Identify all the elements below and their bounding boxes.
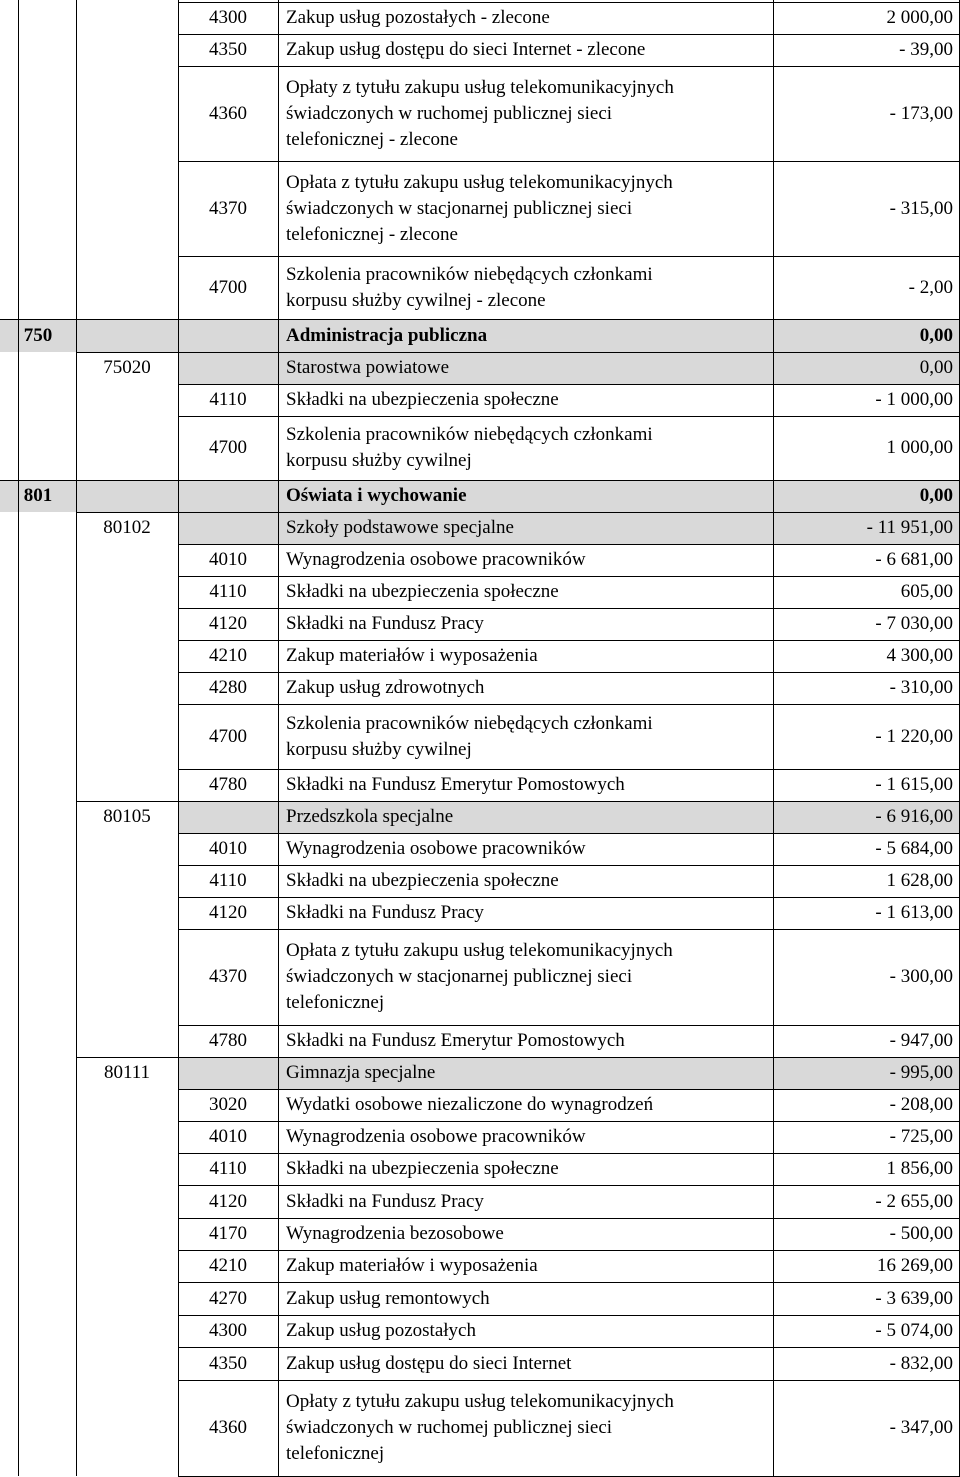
paragraph-code: 4010	[209, 1126, 247, 1147]
amount-value: - 300,00	[889, 966, 953, 987]
item-name-line: Składki na ubezpieczenia społeczne	[286, 389, 559, 410]
item-name-line: korpusu służby cywilnej	[286, 450, 472, 471]
row-divider-line	[178, 1025, 960, 1026]
item-name-text	[286, 387, 559, 413]
row-divider-line	[178, 1380, 960, 1381]
amount-value: 1 000,00	[886, 437, 953, 458]
row-divider-line	[178, 161, 960, 162]
item-name-text	[286, 1028, 625, 1054]
amount-value: - 832,00	[889, 1352, 953, 1374]
paragraph-code: 4350	[209, 1352, 247, 1374]
item-name	[286, 2, 774, 34]
item-name	[286, 801, 774, 833]
item-name-line: świadczonych w ruchomej publicznej sieci	[286, 102, 613, 124]
item-name	[286, 576, 774, 608]
amount-value: - 6 681,00	[875, 549, 953, 570]
paragraph-code: 4700	[209, 276, 247, 298]
amount-value: - 1 615,00	[875, 774, 953, 795]
table-row	[0, 34, 960, 66]
row-divider-line	[178, 544, 960, 545]
item-name-line: Składki na Fundusz Emerytur Pomostowych	[286, 774, 625, 795]
row-divider-line	[178, 672, 960, 673]
amount-value: - 2 655,00	[875, 1190, 953, 1212]
paragraph-code: 4270	[209, 1287, 247, 1309]
section-code: 750	[23, 324, 53, 346]
item-name	[286, 1380, 774, 1476]
table-row	[0, 865, 960, 897]
item-name-text	[286, 37, 645, 63]
item-name	[286, 544, 774, 576]
item-name-text	[286, 836, 586, 862]
item-name	[286, 1025, 774, 1057]
table-row	[0, 1282, 960, 1315]
amount-value: - 347,00	[889, 1417, 953, 1438]
item-name-line: Opłaty z tytułu zakupu usług telekomunikacyjnych	[286, 1391, 674, 1412]
item-name	[286, 1250, 774, 1282]
item-name-line: świadczonych w stacjonarnej publicznej sieci	[286, 197, 633, 219]
item-name-text	[286, 1060, 435, 1086]
amount-value: - 208,00	[889, 1094, 953, 1115]
amount-column-line	[773, 0, 774, 1476]
item-name-text	[286, 711, 653, 763]
paragraph-code: 4210	[209, 1255, 247, 1276]
row-divider-line	[178, 1089, 960, 1090]
chapter-row	[0, 1057, 960, 1089]
table-row	[0, 640, 960, 672]
amount-value: - 3 639,00	[875, 1287, 953, 1309]
item-name-text	[286, 772, 625, 798]
item-name-line: Zakup usług pozostałych - zlecone	[286, 7, 550, 28]
item-name	[286, 897, 774, 929]
section-code: 801	[23, 485, 53, 506]
item-name-text	[286, 1092, 653, 1118]
item-name	[286, 1057, 774, 1089]
item-name-text	[286, 868, 559, 894]
row-divider-line	[76, 1057, 960, 1058]
row-divider-line	[0, 319, 960, 320]
item-name-text	[286, 1124, 586, 1150]
table-row	[0, 1121, 960, 1153]
item-name-line: Składki na Fundusz Emerytur Pomostowych	[286, 1030, 625, 1051]
item-name-line: Składki na ubezpieczenia społeczne	[286, 870, 559, 891]
amount-value: 2 000,00	[886, 7, 953, 28]
item-name	[286, 319, 706, 352]
item-name-text	[286, 675, 484, 701]
table-row	[0, 1185, 960, 1218]
item-name-text	[286, 804, 453, 830]
item-name-line: Przedszkola specjalne	[286, 806, 454, 827]
item-name-text	[286, 1253, 538, 1279]
item-name-text	[286, 170, 673, 248]
item-name-line: Zakup materiałów i wyposażenia	[286, 1255, 538, 1276]
item-name	[286, 1218, 774, 1250]
amount-value: - 1 000,00	[875, 389, 953, 410]
table-row	[0, 608, 960, 640]
chapter-row	[0, 352, 960, 384]
item-name	[286, 704, 774, 769]
table-row	[0, 416, 960, 480]
row-divider-line	[178, 34, 960, 35]
row-divider-line	[178, 1121, 960, 1122]
row-divider-line	[178, 416, 960, 417]
amount-value: 605,00	[900, 581, 953, 602]
section-row	[0, 480, 960, 512]
row-divider-line	[178, 1185, 960, 1186]
row-divider-line	[178, 2, 960, 3]
paragraph-code: 4120	[209, 1190, 247, 1212]
table-row	[0, 66, 960, 161]
row-divider-line	[178, 1347, 960, 1348]
amount-value: 4 300,00	[886, 645, 953, 666]
amount-value: - 1 613,00	[875, 902, 953, 923]
item-name	[286, 1315, 774, 1347]
item-name	[286, 256, 774, 319]
amount-value: 0,00	[919, 324, 953, 346]
name-column-line	[278, 0, 279, 1476]
item-name-line: Administracja publiczna	[286, 324, 488, 346]
amount-value: - 11 951,00	[866, 517, 953, 538]
row-divider-line	[76, 512, 960, 513]
item-name	[286, 640, 774, 672]
table-row	[0, 161, 960, 256]
item-name-text	[286, 547, 586, 573]
item-name-line: Zakup usług pozostałych	[286, 1320, 476, 1341]
item-name-line: telefonicznej - zlecone	[286, 223, 458, 245]
paragraph-code: 4370	[209, 197, 247, 219]
row-divider-line	[0, 480, 960, 481]
item-name-line: Wynagrodzenia osobowe pracowników	[286, 1126, 586, 1147]
row-divider-line	[76, 352, 960, 353]
table-row	[0, 2, 960, 34]
item-name	[286, 1089, 774, 1121]
item-name-text	[286, 262, 653, 314]
item-name	[286, 929, 774, 1025]
item-name-line: Gimnazja specjalne	[286, 1062, 436, 1083]
row-divider-line	[178, 608, 960, 609]
item-name	[286, 1185, 774, 1218]
amount-value: - 947,00	[889, 1030, 953, 1051]
item-name-line: korpusu służby cywilnej	[286, 738, 472, 760]
item-name-line: Starostwa powiatowe	[286, 357, 450, 378]
item-name	[286, 833, 774, 865]
table-row	[0, 704, 960, 769]
item-name-line: Wydatki osobowe niezaliczone do wynagrodzeń	[286, 1094, 654, 1115]
item-name-text	[286, 485, 467, 507]
row-divider-line	[178, 769, 960, 770]
item-name-line: Zakup usług dostępu do sieci Internet	[286, 1352, 572, 1374]
amount-value: 0,00	[919, 357, 953, 378]
item-name-line: Oświata i wychowanie	[286, 485, 467, 506]
item-name-line: Zakup materiałów i wyposażenia	[286, 645, 538, 666]
amount-value: - 725,00	[889, 1126, 953, 1147]
chapter-column-line	[76, 0, 77, 1476]
item-name-line: Opłata z tytułu zakupu usług telekomunikacyjnych	[286, 940, 673, 961]
item-name	[286, 672, 774, 704]
item-name-text	[286, 422, 653, 474]
item-name	[286, 512, 774, 544]
paragraph-code: 4210	[209, 645, 247, 666]
row-divider-line	[178, 576, 960, 577]
amount-value: - 6 916,00	[875, 806, 953, 827]
amount-value: 1 856,00	[886, 1158, 953, 1179]
paragraph-code: 4120	[209, 613, 247, 634]
item-name-line: Opłaty z tytułu zakupu usług telekomunikacyjnych	[286, 76, 674, 98]
amount-value: - 310,00	[889, 677, 953, 698]
item-name-text	[286, 1156, 559, 1182]
table-row	[0, 384, 960, 416]
item-name	[286, 352, 774, 384]
item-name	[286, 66, 774, 161]
item-name-line: telefonicznej - zlecone	[286, 128, 458, 150]
amount-value: - 2,00	[908, 276, 953, 298]
table-row	[0, 544, 960, 576]
item-name-line: Szkoły podstawowe specjalne	[286, 517, 514, 538]
item-name	[286, 865, 774, 897]
table-row	[0, 769, 960, 801]
paragraph-code: 4170	[209, 1223, 247, 1244]
item-name	[286, 769, 774, 801]
paragraph-code: 4700	[209, 437, 247, 458]
paragraph-code: 4780	[209, 774, 247, 795]
section-row	[0, 319, 960, 352]
item-name-line: Szkolenia pracowników niebędących członkami	[286, 424, 653, 445]
item-name	[286, 384, 774, 416]
table-row	[0, 897, 960, 929]
paragraph-code: 4010	[209, 549, 247, 570]
row-divider-line	[178, 1250, 960, 1251]
item-name-text	[286, 325, 487, 347]
item-name-line: Szkolenia pracowników niebędących członkami	[286, 712, 653, 734]
row-divider-line	[178, 66, 960, 67]
paragraph-code: 4110	[209, 389, 247, 410]
chapter-code: 80102	[103, 517, 151, 538]
item-name-text	[286, 1389, 674, 1467]
item-name	[286, 1347, 774, 1380]
row-divider-line	[178, 1282, 960, 1283]
paragraph-code: 4110	[209, 870, 247, 891]
row-divider-line	[178, 865, 960, 866]
item-name-text	[286, 611, 484, 637]
amount-value: 0,00	[919, 485, 953, 506]
row-divider-line	[178, 833, 960, 834]
row-divider-line	[178, 256, 960, 257]
table-row	[0, 1025, 960, 1057]
table-row	[0, 833, 960, 865]
amount-value: - 1 220,00	[875, 725, 953, 747]
item-name-text	[286, 515, 514, 541]
item-name	[286, 34, 774, 66]
row-divider-line	[178, 1153, 960, 1154]
table-row	[0, 1153, 960, 1185]
paragraph-code: 4700	[209, 725, 247, 747]
paragraph-code: 4110	[209, 581, 247, 602]
row-divider-line	[178, 1218, 960, 1219]
item-name-line: Składki na Fundusz Pracy	[286, 902, 484, 923]
item-name-line: świadczonych w ruchomej publicznej sieci	[286, 1417, 613, 1438]
paragraph-code: 4350	[209, 39, 247, 60]
code-column-line	[178, 0, 179, 1476]
table-row	[0, 576, 960, 608]
chapter-row	[0, 512, 960, 544]
table-row	[0, 1250, 960, 1282]
amount-value: - 7 030,00	[875, 613, 953, 634]
item-name-text	[286, 938, 673, 1016]
item-name	[286, 161, 774, 256]
paragraph-code: 4360	[209, 102, 247, 124]
item-name-text	[286, 5, 550, 31]
item-name-line: Opłata z tytułu zakupu usług telekomunikacyjnych	[286, 171, 673, 193]
amount-value: - 500,00	[889, 1223, 953, 1244]
left-border-line	[18, 0, 19, 1476]
paragraph-code: 4280	[209, 677, 247, 698]
row-divider-line	[178, 384, 960, 385]
chapter-code: 80105	[103, 806, 151, 827]
paragraph-code: 4010	[209, 838, 247, 859]
amount-value: - 315,00	[889, 197, 953, 219]
table-row	[0, 929, 960, 1025]
item-name-line: Zakup usług zdrowotnych	[286, 677, 485, 698]
row-divider-line	[178, 1315, 960, 1316]
paragraph-code: 4300	[209, 1320, 247, 1341]
item-name-line: telefonicznej	[286, 992, 385, 1013]
item-name-text	[286, 900, 484, 926]
amount-value: 1 628,00	[886, 870, 953, 891]
chapter-code: 80111	[103, 1062, 151, 1083]
item-name-line: Wynagrodzenia bezosobowe	[286, 1223, 504, 1244]
amount-value: - 173,00	[889, 102, 953, 124]
item-name-text	[286, 1318, 476, 1344]
table-row	[0, 1347, 960, 1380]
row-divider-line	[178, 640, 960, 641]
item-name-text	[286, 1189, 484, 1215]
item-name-text	[286, 1351, 571, 1377]
table-row	[0, 1315, 960, 1347]
item-name-text	[286, 643, 538, 669]
item-name	[286, 480, 706, 512]
item-name-line: Zakup usług remontowych	[286, 1287, 490, 1309]
item-name-line: telefonicznej	[286, 1443, 385, 1464]
paragraph-code: 4110	[209, 1158, 247, 1179]
amount-value: - 995,00	[889, 1062, 953, 1083]
item-name-line: Wynagrodzenia osobowe pracowników	[286, 549, 586, 570]
item-name-text	[286, 1221, 504, 1247]
paragraph-code: 4360	[209, 1417, 247, 1438]
amount-value: - 5 074,00	[875, 1320, 953, 1341]
item-name-line: świadczonych w stacjonarnej publicznej sieci	[286, 966, 633, 987]
row-divider-line	[76, 801, 960, 802]
item-name	[286, 1121, 774, 1153]
item-name	[286, 1153, 774, 1185]
item-name-line: Składki na Fundusz Pracy	[286, 613, 484, 634]
item-name	[286, 1282, 774, 1315]
item-name-line: Składki na ubezpieczenia społeczne	[286, 581, 559, 602]
row-divider-line	[178, 929, 960, 930]
item-name	[286, 608, 774, 640]
item-name-line: Składki na ubezpieczenia społeczne	[286, 1158, 559, 1179]
amount-value: - 39,00	[899, 39, 953, 60]
table-row	[0, 1218, 960, 1250]
chapter-code: 75020	[103, 357, 151, 378]
paragraph-code: 4780	[209, 1030, 247, 1051]
table-row	[0, 672, 960, 704]
paragraph-code: 3020	[209, 1094, 247, 1115]
item-name-text	[286, 579, 559, 605]
amount-value: 16 269,00	[877, 1255, 953, 1276]
paragraph-code: 4370	[209, 966, 247, 987]
paragraph-code: 4120	[209, 902, 247, 923]
item-name-line: Szkolenia pracowników niebędących członkami	[286, 263, 653, 285]
item-name-text	[286, 1286, 490, 1312]
paragraph-code: 4300	[209, 7, 247, 28]
row-divider-line	[178, 704, 960, 705]
item-name-line: Składki na Fundusz Pracy	[286, 1190, 484, 1212]
item-name-text	[286, 75, 674, 153]
item-name-line: korpusu służby cywilnej - zlecone	[286, 289, 546, 311]
chapter-row	[0, 801, 960, 833]
item-name-line: Zakup usług dostępu do sieci Internet - zlecone	[286, 39, 646, 60]
table-row	[0, 256, 960, 319]
table-row	[0, 1089, 960, 1121]
item-name	[286, 416, 774, 480]
row-divider-line	[178, 897, 960, 898]
item-name-line: Wynagrodzenia osobowe pracowników	[286, 838, 586, 859]
item-name-text	[286, 355, 449, 381]
table-row	[0, 1380, 960, 1476]
amount-value: - 5 684,00	[875, 838, 953, 859]
